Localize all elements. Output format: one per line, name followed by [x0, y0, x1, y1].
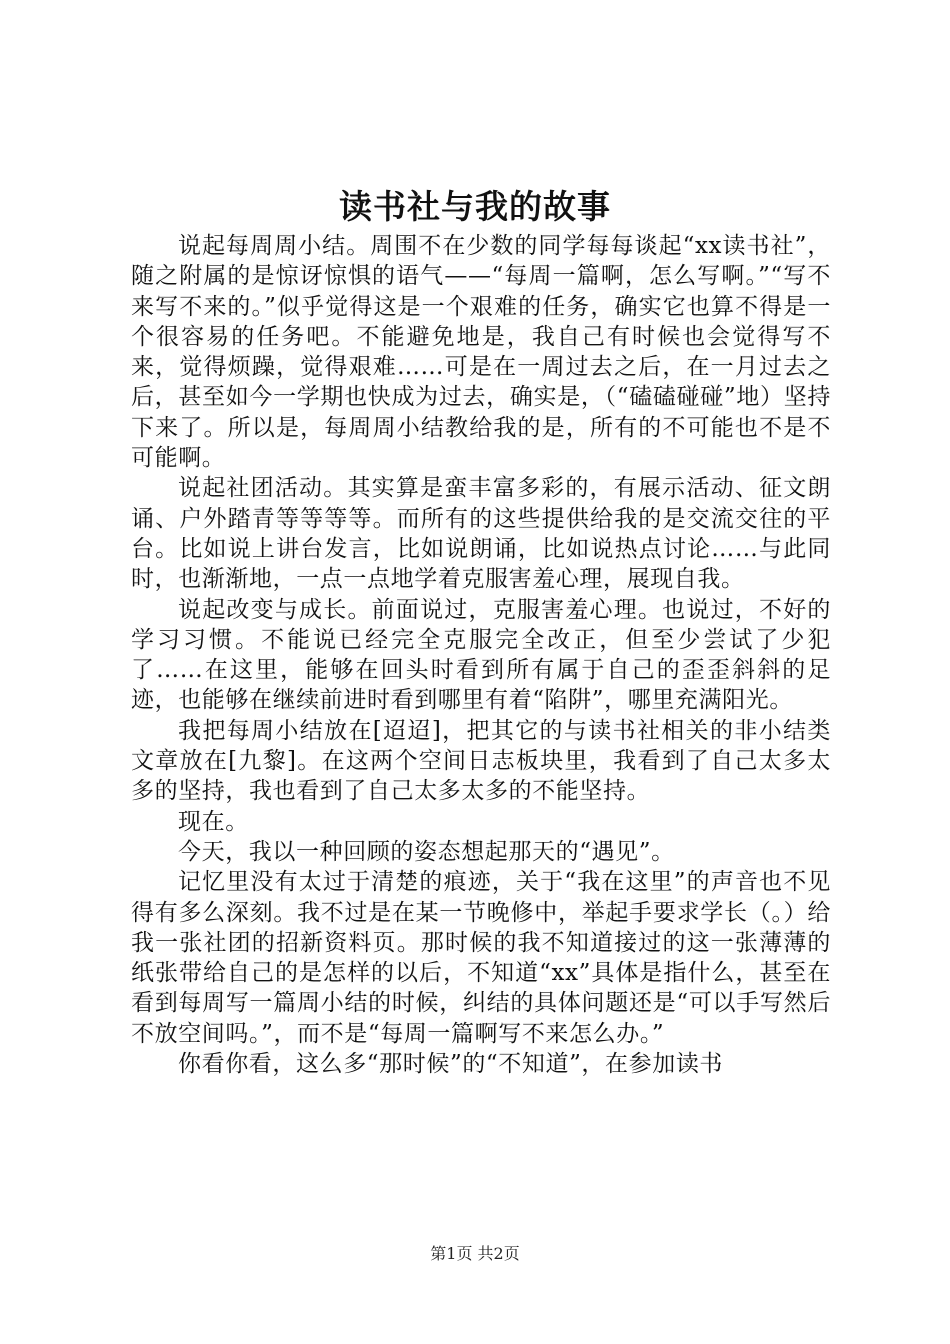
paragraph: 记忆里没有太过于清楚的痕迹，关于“我在这里”的声音也不见得有多么深刻。我不过是在某一节晚修中，举起手要求学长（。）给我一张社团的招新资料页。那时候的我不知道接过的这一张薄薄的纸张带给自己的是怎样的以后，不知道“xx”具体是指什么，甚至在看到每周写一篇周小结的时候，纠结的具体问题还是“可以手写然后不放空间吗。”，而不是“每周一篇啊写不来怎么办。” — [131, 869, 831, 1047]
paragraph: 现在。 — [178, 808, 249, 835]
paragraph: 我把每周小结放在[迢迢]，把其它的与读书社相关的非小结类文章放在[九黎]。在这两个空间日志板块里，我看到了自己太多太多的坚持，我也看到了自己太多太多的不能坚持。 — [131, 717, 831, 805]
page-number-footer: 第1页 共2页 — [430, 1244, 520, 1263]
document-body — [131, 231, 831, 1079]
paragraph: 说起每周周小结。周围不在少数的同学每每谈起“xx读书社”，随之附属的是惊讶惊惧的语气——“每周一篇啊，怎么写啊。”“写不来写不来的。”似乎觉得这是一个艰难的任务，确实它也算不得是一个很容易的任务吧。不能避免地是，我自己有时候也会觉得写不来，觉得烦躁，觉得艰难……可是在一周过去之后，在一月过去之后，甚至如今一学期也快成为过去，确实是，（“磕磕碰碰”地）坚持下来了。所以是，每周周小结教给我的是，所有的不可能也不是不可能啊。 — [131, 233, 831, 472]
document-title: 读书社与我的故事 — [339, 187, 611, 226]
paragraph: 说起改变与成长。前面说过，克服害羞心理。也说过，不好的学习习惯。不能说已经完全克服完全改正，但至少尝试了少犯了……在这里，能够在回头时看到所有属于自己的歪歪斜斜的足迹，也能够在继续前进时看到哪里有着“陷阱”，哪里充满阳光。 — [131, 596, 831, 714]
paragraph: 你看你看，这么多“那时候”的“不知道”，在参加读书 — [178, 1051, 724, 1078]
paragraph: 说起社团活动。其实算是蛮丰富多彩的，有展示活动、征文朗诵、户外踏青等等等等。而所有的这些提供给我的是交流交往的平台。比如说上讲台发言，比如说朗诵，比如说热点讨论……与此同时，也渐渐地，一点一点地学着克服害羞心理，展现自我。 — [131, 475, 831, 593]
paragraph: 今天，我以一种回顾的姿态想起那天的“遇见”。 — [178, 838, 675, 865]
